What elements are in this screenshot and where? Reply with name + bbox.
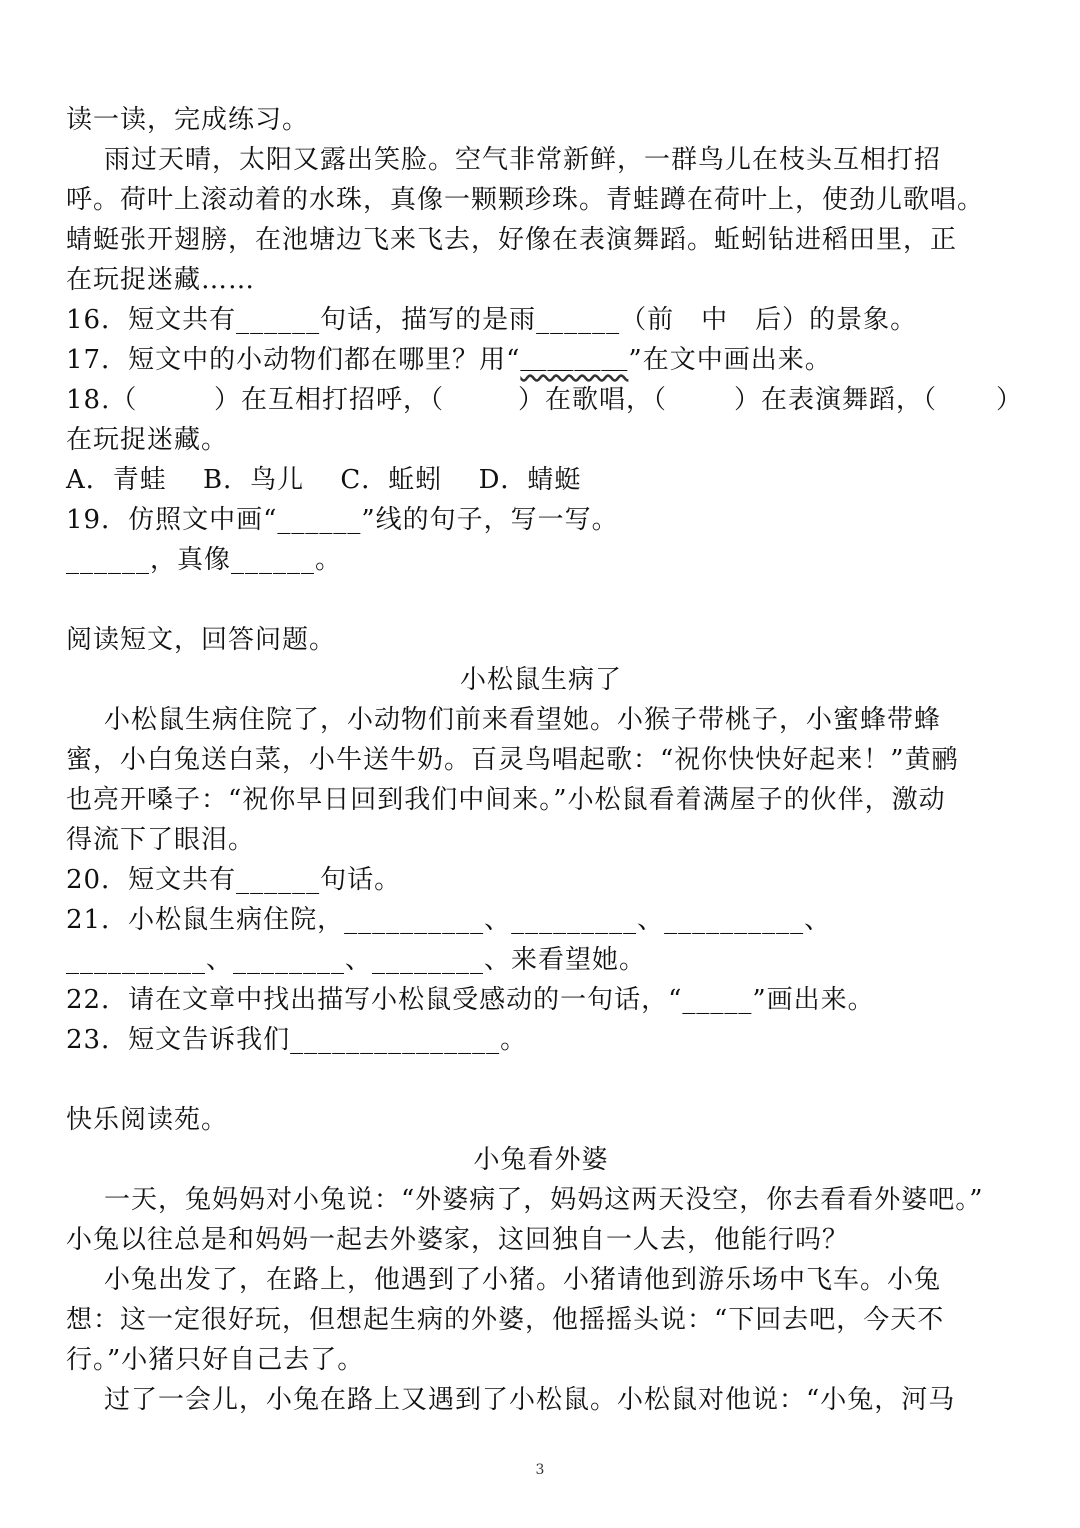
section-heading: 读一读，完成练习。 [66,105,310,135]
passage-line: 呼。荷叶上滚动着的水珠，真像一颗颗珍珠。青蛙蹲在荷叶上，使劲儿歌唱。 [66,185,985,215]
passage-line: 小兔以往总是和妈妈一起去外婆家，这回独自一人去，他能行吗？ [66,1225,850,1255]
question-18-part: ）在歌唱，（ [518,385,668,415]
section-heading: 阅读短文，回答问题。 [66,625,337,655]
question-18 [66,380,1024,420]
passage-line: 蜜，小白兔送白菜，小牛送牛奶。百灵鸟唱起歌：“祝你快快好起来！”黄鹂 [66,745,959,775]
answer-options: A．青蛙 B．鸟儿 C．蚯蚓 D．蜻蜓 [66,465,582,495]
passage-line: 行。”小猪只好自己去了。 [66,1345,365,1375]
question-19: 19．仿照文中画“______”线的句子，写一写。 [66,505,619,535]
page-number: 3 [535,1462,545,1478]
question-22: 22．请在文章中找出描写小松鼠受感动的一句话，“_____”画出来。 [66,985,875,1015]
passage-line: 在玩捉迷藏…… [66,265,256,295]
passage-line: 得流下了眼泪。 [66,825,256,855]
passage-title: 小兔看外婆 [473,1145,609,1175]
passage-line: 小松鼠生病住院了，小动物们前来看望她。小猴子带桃子，小蜜蜂带蜂 [104,705,942,735]
passage-line: 也亮开嗓子：“祝你早日回到我们中间来。”小松鼠看着满屋子的伙伴，激动 [66,785,946,815]
passage-line: 过了一会儿，小兔在路上又遇到了小松鼠。小松鼠对他说：“小兔，河马 [104,1385,956,1415]
question-17-text: ”在文中画出来。 [628,345,832,375]
question-17 [66,340,1016,380]
passage-line: 想：这一定很好玩，但想起生病的外婆，他摇摇头说：“下回去吧，今天不 [66,1305,945,1335]
section-spacer [66,1060,1016,1100]
question-18-part: ）在互相打招呼，（ [214,385,445,415]
question-19-blank: ______，真像______。 [66,545,343,575]
question-21-continued: __________、________、________、来看望她。 [66,945,647,975]
question-21: 21．小松鼠生病住院，__________、_________、__________、 [66,905,832,935]
passage-line: 一天，兔妈妈对小兔说：“外婆病了，妈妈这两天没空，你去看看外婆吧。” [104,1185,984,1215]
question-20: 20．短文共有______句话。 [66,865,402,895]
passage-line: 蜻蜓张开翅膀，在池塘边飞来飞去，好像在表演舞蹈。蚯蚓钻进稻田里，正 [66,225,958,255]
question-16: 16．短文共有______句话，描写的是雨______（前 中 后）的景象。 [66,305,918,335]
question-18-continued: 在玩捉迷藏。 [66,425,229,455]
question-18-part: ） [996,385,1024,415]
section-heading: 快乐阅读苑。 [66,1105,229,1135]
question-17-text: 17．短文中的小动物们都在哪里？用“ [66,345,521,375]
question-18-part: ）在表演舞蹈，（ [734,385,938,415]
section-spacer [66,580,1016,620]
passage-line: 小兔出发了，在路上，他遇到了小猪。小猪请他到游乐场中飞车。小兔 [104,1265,942,1295]
passage-line: 雨过天晴，太阳又露出笑脸。空气非常新鲜，一群鸟儿在枝头互相打招 [104,145,942,175]
wavy-line-mark: ＿＿＿＿ [520,345,629,375]
passage-title: 小松鼠生病了 [459,665,622,695]
question-18-part: 18.（ [66,385,138,415]
question-23: 23．短文告诉我们_______________。 [66,1025,528,1055]
worksheet-page [66,100,1024,1420]
